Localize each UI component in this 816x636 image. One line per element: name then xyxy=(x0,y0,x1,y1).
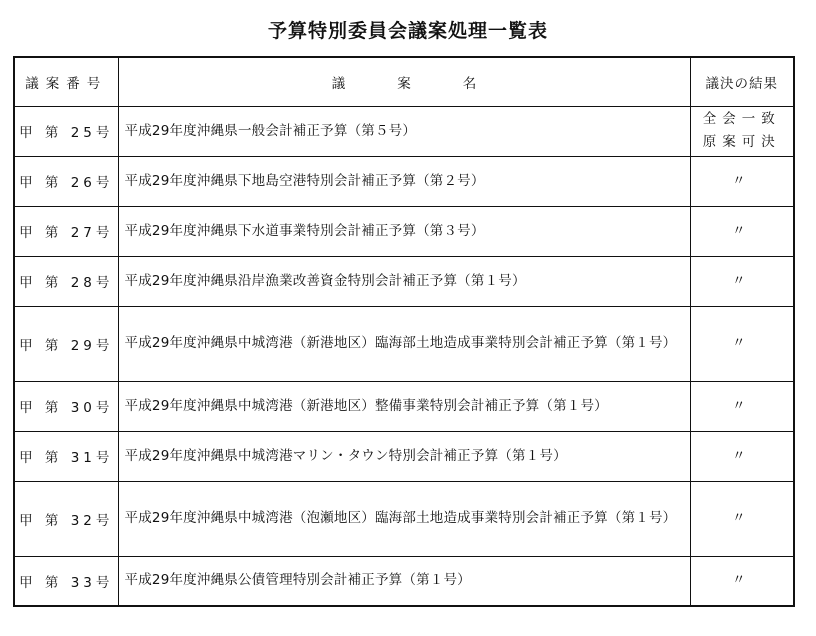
bill-number: 甲 第 26号 xyxy=(14,156,118,206)
table-row xyxy=(14,256,794,306)
bill-number: 甲 第 33号 xyxy=(14,556,118,606)
bill-name: 平成29年度沖縄県中城湾港（泡瀬地区）臨海部土地造成事業特別会計補正予算（第１号） xyxy=(118,481,690,556)
header-resolution-result: 議決の結果 xyxy=(690,57,794,106)
bills-table xyxy=(13,56,795,607)
resolution-result: 〃 xyxy=(690,256,794,306)
table-row xyxy=(14,431,794,481)
resolution-result: 〃 xyxy=(690,206,794,256)
resolution-result: 〃 xyxy=(690,481,794,556)
bill-name: 平成29年度沖縄県下地島空港特別会計補正予算（第２号） xyxy=(118,156,690,206)
document-title: 予算特別委員会議案処理一覧表 xyxy=(267,20,548,42)
table-row xyxy=(14,156,794,206)
result-line: 原案可決 xyxy=(702,134,781,150)
table-row xyxy=(14,106,794,156)
table-row xyxy=(14,556,794,606)
bill-number: 甲 第 28号 xyxy=(14,256,118,306)
header-row xyxy=(14,57,794,106)
bill-name: 平成29年度沖縄県中城湾港（新港地区）整備事業特別会計補正予算（第１号） xyxy=(118,381,690,431)
bill-name: 平成29年度沖縄県中城湾港マリン・タウン特別会計補正予算（第１号） xyxy=(118,431,690,481)
bill-name: 平成29年度沖縄県公債管理特別会計補正予算（第１号） xyxy=(118,556,690,606)
result-line: 全会一致 xyxy=(702,111,781,127)
resolution-result: 〃 xyxy=(690,381,794,431)
bill-number: 甲 第 32号 xyxy=(14,481,118,556)
table-row xyxy=(14,381,794,431)
bill-number: 甲 第 29号 xyxy=(14,306,118,381)
table-row xyxy=(14,481,794,556)
bill-name: 平成29年度沖縄県中城湾港（新港地区）臨海部土地造成事業特別会計補正予算（第１号） xyxy=(118,306,690,381)
table-row xyxy=(14,206,794,256)
bill-name: 平成29年度沖縄県沿岸漁業改善資金特別会計補正予算（第１号） xyxy=(118,256,690,306)
table-row xyxy=(14,306,794,381)
resolution-result: 〃 xyxy=(690,556,794,606)
bill-number: 甲 第 30号 xyxy=(14,381,118,431)
bill-name: 平成29年度沖縄県一般会計補正予算（第５号） xyxy=(118,106,690,156)
header-bill-number: 議案番号 xyxy=(14,57,118,106)
resolution-result: 〃 xyxy=(690,306,794,381)
header-bill-name: 議案名 xyxy=(118,57,690,106)
bill-number: 甲 第 27号 xyxy=(14,206,118,256)
bill-name: 平成29年度沖縄県下水道事業特別会計補正予算（第３号） xyxy=(118,206,690,256)
bill-number: 甲 第 25号 xyxy=(14,106,118,156)
bill-number: 甲 第 31号 xyxy=(14,431,118,481)
resolution-result: 〃 xyxy=(690,156,794,206)
resolution-result xyxy=(690,106,794,156)
resolution-result: 〃 xyxy=(690,431,794,481)
